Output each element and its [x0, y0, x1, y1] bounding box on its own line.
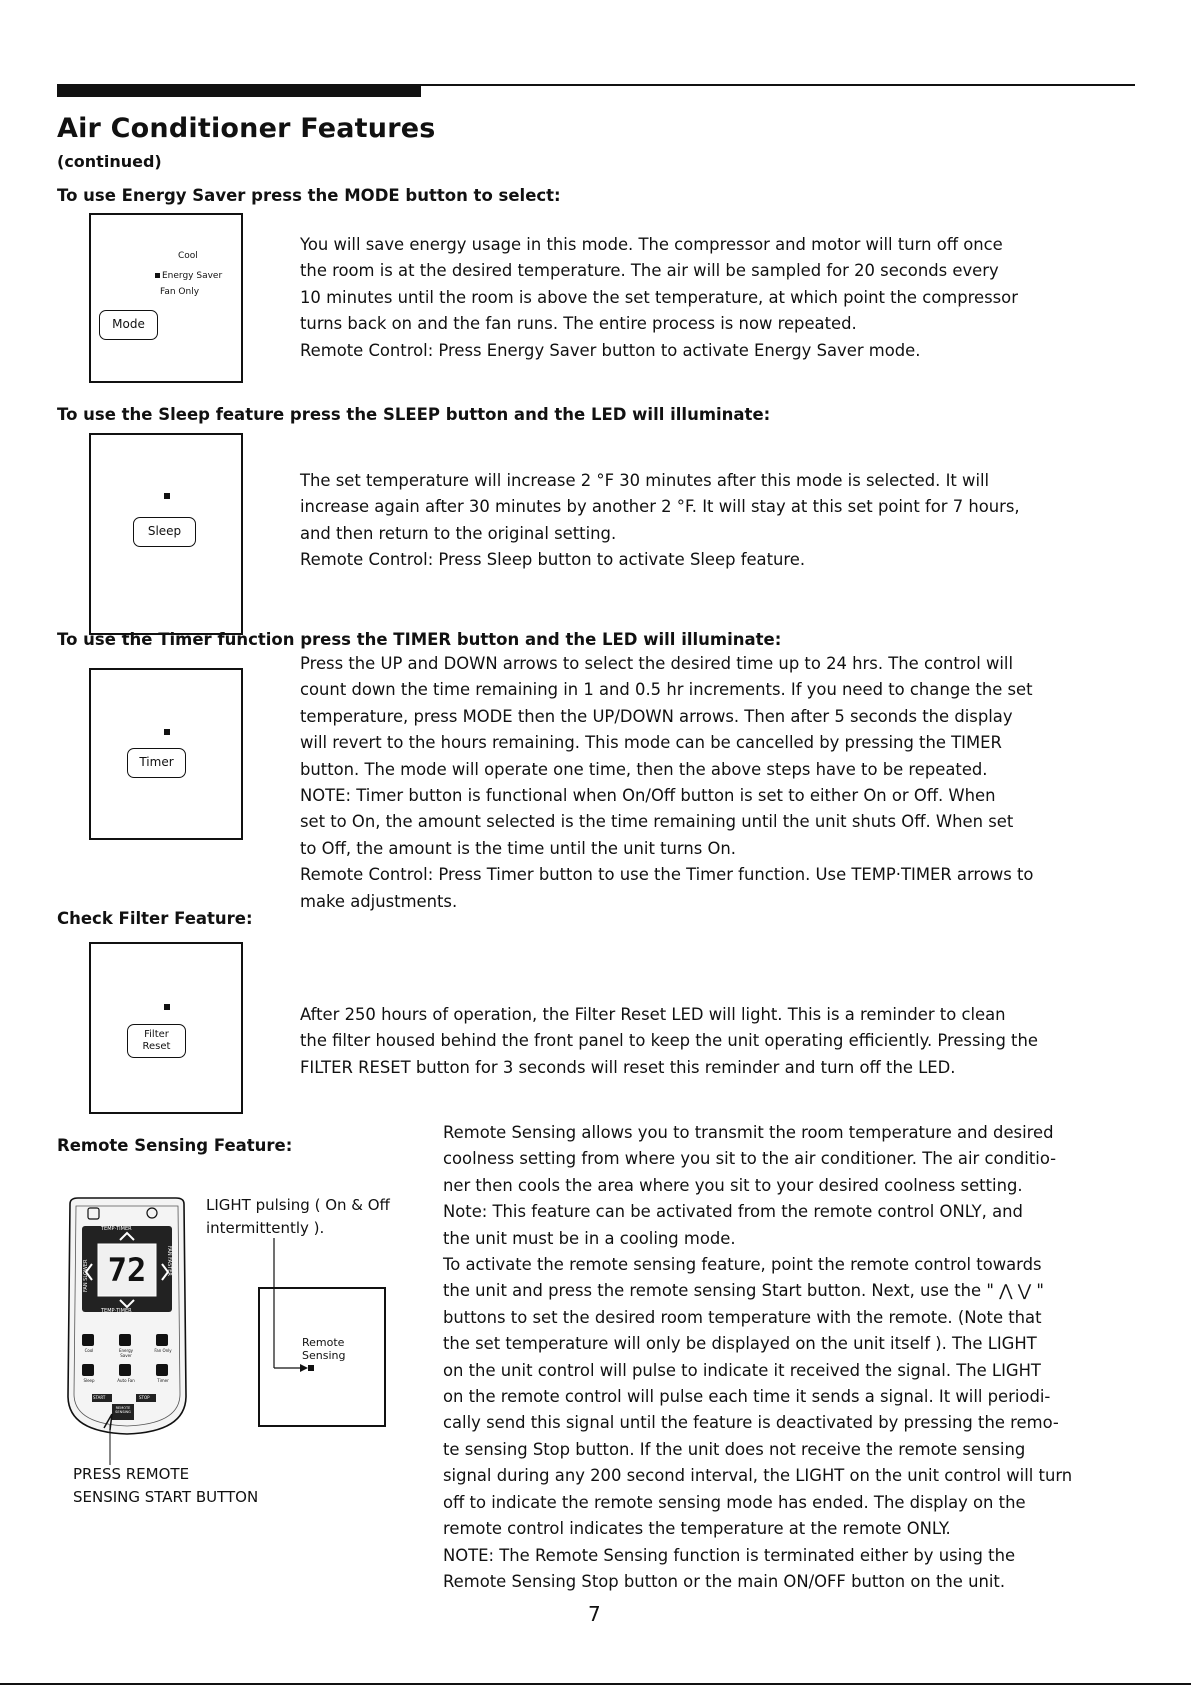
- text-line: will revert to the hours remaining. This mode can be cancelled by pressing the TIMER: [300, 733, 1002, 753]
- text-line: FILTER RESET button for 3 seconds will reset this reminder and turn off the LED.: [300, 1057, 956, 1077]
- remote-sensing-button-label: REMOTE SENSING: [115, 1406, 131, 1414]
- text-line: buttons to set the desired room temperature with the remote. (Note that: [443, 1307, 1042, 1327]
- energy-saver-led-icon: [155, 273, 160, 278]
- text-line: turns back on and the fan runs. The entire process is now repeated.: [300, 314, 857, 334]
- text-line: Remote Control: Press Timer button to use the Timer function. Use TEMP·TIMER arrows to: [300, 865, 1034, 885]
- text-line: the unit and press the remote sensing Start button. Next, use the " ⋀ ⋁ ": [443, 1281, 1044, 1301]
- text-line: You will save energy usage in this mode. The compressor and motor will turn off once: [300, 235, 1003, 254]
- press-remote-caption: [73, 1463, 258, 1509]
- mode-option-fan-only: Fan Only: [160, 287, 200, 297]
- text-line: To activate the remote sensing feature, point the remote control towards: [443, 1255, 1042, 1275]
- text-line: signal during any 200 second interval, the LIGHT on the unit control will turn: [443, 1466, 1073, 1486]
- text-line: temperature, press MODE then the UP/DOWN arrows. Then after 5 seconds the display: [300, 706, 1013, 726]
- sleep-text: [300, 468, 1020, 574]
- remote-button-label: Timer: [157, 1378, 169, 1383]
- header-rule-thick: [57, 86, 421, 97]
- mode-option-energy-saver: Energy Saver: [155, 271, 222, 281]
- page-number: 7: [588, 1602, 601, 1626]
- text-line: on the remote control will pulse each time it sends a signal. It will periodi-: [443, 1387, 1051, 1407]
- text-line: The set temperature will increase 2 °F 30 minutes after this mode is selected. It will: [300, 471, 990, 490]
- text-line: set to On, the amount selected is the time remaining until the unit shuts Off. When set: [300, 812, 1014, 832]
- text-line: and then return to the original setting.: [300, 523, 617, 543]
- text-line: 10 minutes until the room is above the set temperature, at which point the compressor: [300, 287, 1018, 307]
- remote-sensing-panel-label: [302, 1336, 345, 1362]
- remote-control-illustration: [64, 1196, 190, 1436]
- text-line: After 250 hours of operation, the Filter Reset LED will light. This is a reminder to clean: [300, 1005, 1006, 1024]
- text-line: off to indicate the remote sensing mode has ended. The display on the: [443, 1492, 1026, 1512]
- text-line: remote control indicates the temperature at the remote ONLY.: [443, 1519, 951, 1539]
- mode-option-cool: Cool: [178, 251, 198, 261]
- timer-button: Timer: [127, 748, 186, 778]
- remote-fan-slower-label: FAN SLOWER: [83, 1259, 89, 1292]
- filter-panel-diagram: [89, 942, 243, 1114]
- remote-stop-label: STOP: [139, 1395, 150, 1400]
- energy-saver-text: [300, 232, 1018, 364]
- remote-sensing-heading: Remote Sensing Feature:: [57, 1136, 293, 1155]
- page-subtitle: (continued): [57, 152, 162, 171]
- sleep-led-icon: [164, 493, 170, 499]
- timer-panel-diagram: [89, 668, 243, 840]
- timer-led-icon: [164, 729, 170, 735]
- filter-reset-line-1: Filter: [144, 1029, 169, 1040]
- mode-button: Mode: [99, 310, 158, 340]
- caption-line: PRESS REMOTE: [73, 1465, 190, 1483]
- text-line: te sensing Stop button. If the unit does not receive the remote sensing: [443, 1439, 1026, 1459]
- panel-label-line: Sensing: [302, 1349, 346, 1362]
- press-leader-line: [100, 1425, 120, 1465]
- remote-button-label: Cool: [84, 1348, 94, 1353]
- filter-text: [300, 1002, 1038, 1081]
- remote-start-label: START: [93, 1395, 106, 1400]
- remote-bottom-label: TEMP·TIMER: [101, 1308, 132, 1314]
- text-line: NOTE: The Remote Sensing function is terminated either by using the: [443, 1545, 1016, 1565]
- text-line: button. The mode will operate one time, then the above steps have to be repeated.: [300, 759, 988, 779]
- text-line: count down the time remaining in 1 and 0.5 hr increments. If you need to change the set: [300, 680, 1033, 700]
- remote-sensing-panel-diagram: [258, 1238, 388, 1428]
- remote-temperature-display: 72: [107, 1251, 147, 1289]
- sleep-heading: To use the Sleep feature press the SLEEP button and the LED will illuminate:: [57, 405, 771, 424]
- text-line: the room is at the desired temperature. The air will be sampled for 20 seconds every: [300, 261, 999, 281]
- remote-button-label: Auto Fan: [117, 1378, 135, 1383]
- timer-text: [300, 651, 1033, 915]
- text-line: to Off, the amount is the time until the unit turns On.: [300, 838, 736, 858]
- timer-heading: To use the Timer function press the TIMER button and the LED will illuminate:: [57, 630, 782, 649]
- text-line: Remote Control: Press Energy Saver button to activate Energy Saver mode.: [300, 340, 921, 360]
- text-line: the filter housed behind the front panel to keep the unit operating efficiently. Pressing the: [300, 1031, 1038, 1051]
- remote-button-label: Energy Saver: [118, 1348, 133, 1358]
- text-line: Remote Control: Press Sleep button to activate Sleep feature.: [300, 550, 806, 570]
- panel-label-line: Remote: [302, 1336, 345, 1349]
- text-line: on the unit control will pulse to indicate it received the signal. The LIGHT: [443, 1360, 1041, 1380]
- remote-button-label: Sleep: [83, 1378, 95, 1383]
- caption-line: intermittently ).: [206, 1219, 325, 1237]
- text-line: cally send this signal until the feature is deactivated by pressing the remo-: [443, 1413, 1059, 1433]
- text-line: Press the UP and DOWN arrows to select the desired time up to 24 hrs. The control will: [300, 654, 1014, 673]
- filter-led-icon: [164, 1004, 170, 1010]
- remote-top-label: TEMP·TIMER: [101, 1226, 132, 1232]
- text-line: NOTE: Timer button is functional when On/Off button is set to either On or Off. When: [300, 786, 996, 806]
- remote-body-icon: [64, 1196, 190, 1436]
- sleep-button: Sleep: [133, 517, 196, 547]
- filter-reset-line-2: Reset: [142, 1041, 171, 1052]
- text-line: Note: This feature can be activated from the remote control ONLY, and: [443, 1202, 1023, 1222]
- caption-line: SENSING START BUTTON: [73, 1488, 259, 1506]
- text-line: coolness setting from where you sit to the air conditioner. The air conditio-: [443, 1149, 1057, 1169]
- text-line: make adjustments.: [300, 891, 458, 911]
- sleep-panel-diagram: [89, 433, 243, 635]
- text-line: Remote Sensing allows you to transmit the room temperature and desired: [443, 1123, 1054, 1142]
- remote-button-label: Fan Only: [154, 1348, 172, 1353]
- page-title: Air Conditioner Features: [57, 113, 436, 144]
- text-line: the unit must be in a cooling mode.: [443, 1228, 736, 1248]
- text-line: increase again after 30 minutes by another 2 °F. It will stay at this set point for 7 hours,: [300, 497, 1020, 517]
- energy-saver-heading: To use Energy Saver press the MODE button to select:: [57, 186, 561, 205]
- filter-heading: Check Filter Feature:: [57, 909, 253, 928]
- remote-sensing-text: [443, 1120, 1072, 1595]
- light-pulsing-caption: [206, 1194, 390, 1240]
- mode-panel-diagram: [89, 213, 243, 383]
- filter-reset-button: [127, 1024, 186, 1058]
- text-line: Remote Sensing Stop button or the main ON/OFF button on the unit.: [443, 1571, 1006, 1591]
- text-line: the set temperature will only be displayed on the unit itself ). The LIGHT: [443, 1334, 1037, 1354]
- caption-line: LIGHT pulsing ( On & Off: [206, 1196, 390, 1214]
- text-line: ner then cools the area where you sit to your desired coolness setting.: [443, 1175, 1023, 1195]
- remote-fan-faster-label: FAN FASTER: [166, 1246, 172, 1276]
